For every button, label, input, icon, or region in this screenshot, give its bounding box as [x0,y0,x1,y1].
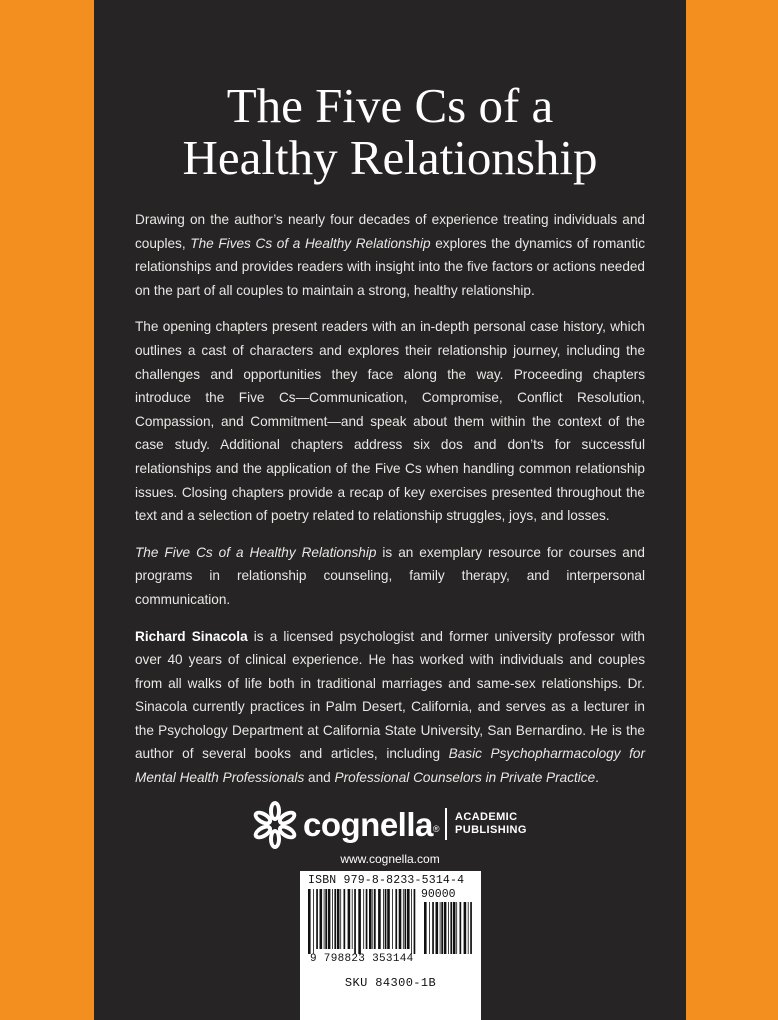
barcode-bar [444,902,447,954]
barcode-bar [448,902,449,954]
book-reference-1: Basic Psychopharmacology for Mental Health Professionals [135,746,645,786]
author-bio: Richard Sinacola is a licensed psychologist and former university professor with over 40 years of clinical experience. He has worked with individuals and couples from all walks of life both in traditional marriages and same-sex relationships. Dr. Sinacola currently practices in Palm Desert, California, and serves as a lecturer in the Psychology Department at California State University, San Bernardino. He is the author of several books and articles, including Basic Psychopharmacology for Mental Health Professionals and Professional Counselors in Private Practice. [135,628,645,786]
author-name: Richard Sinacola [135,628,248,644]
barcode-bar [344,889,346,949]
barcode-bar [414,889,416,954]
description-paragraph-3: The Five Cs of a Healthy Relationship is an exemplary resource for courses and programs in relationship counseling, family therapy, and interpersonal communication. [135,544,645,607]
book-title-line-2: Healthy Relationship [182,130,598,185]
barcode-bar [348,889,351,949]
barcode-bar [468,902,469,954]
sku-label: SKU 84300-1B [344,976,437,990]
barcode-bar [334,889,336,949]
barcode-bar [411,889,412,954]
price-barcode [424,902,472,954]
barcode-number: 9 798823 353144 [310,953,414,965]
barcode-bar [372,889,373,949]
book-description [135,208,645,790]
barcode-bar [340,889,341,949]
publisher-name: cognella® [303,806,440,843]
barcode-bar [395,889,397,949]
publisher-tagline: ACADEMIC PUBLISHING [455,811,527,836]
barcode-bar [441,902,443,954]
barcode-bar [470,902,472,954]
barcode-bar [363,889,364,949]
description-paragraph-2: The opening chapters present readers with an in-depth personal case history, which outlines a cast of characters and explores their relationship journey, including the challenges and opportunities they face along the way. Proceeding chapters introduce the Five Cs—Communication, Compromise, Conflict Resolution, Compassion, and Commitment—and speak about them within the context of the case study. Additional chapters address six dos and don’ts for successful relationships and the application of the Five Cs when handling common relationship issues. Closing chapters provide a recap of key exercises presented throughout the text and a selection of poetry related to relationship struggles, joys, and losses. [135,319,645,524]
cognella-flower-icon [250,800,300,850]
barcode-bar [407,889,410,949]
publisher-logo [250,800,550,850]
barcode-bar [450,902,452,954]
book-reference-2: Professional Counselors in Private Practice [334,770,596,786]
price-code: 90000 [421,888,456,901]
barcode-bar [369,889,372,949]
barcode-bar [366,889,368,949]
barcode-bar [328,889,331,949]
publisher-divider [445,808,447,840]
book-title [94,80,686,184]
barcode-bar [392,889,393,949]
barcode-bar [352,889,353,949]
book-title-italic: The Fives Cs of a Healthy Relationship [190,235,431,251]
barcode-bar [436,902,439,954]
barcode-bar [399,889,402,949]
barcode-bar [383,889,384,949]
publisher-website: www.cognella.com [340,852,440,866]
barcode-bar [440,902,441,954]
barcode-bar [424,902,427,954]
barcode-bar [385,889,387,949]
barcode-bar [316,889,318,949]
trademark-symbol: ® [432,824,440,834]
barcode-bar [332,889,333,949]
barcode-bar [354,889,356,954]
barcode-bar [387,889,390,949]
book-title-italic: The Five Cs of a Healthy Relationship [135,544,377,560]
barcode-bar [403,889,404,949]
barcode-bar [325,889,327,949]
barcode-box [300,871,481,1020]
book-title-line-1: The Five Cs of a [226,78,554,133]
isbn-barcode [308,889,416,954]
barcode-bar [378,889,381,949]
barcode-bar [464,902,467,954]
barcode-bar [313,889,314,954]
isbn-label: ISBN 979-8-8233-5314-4 [308,874,465,887]
barcode-bar [456,902,457,954]
barcode-bar [320,889,323,949]
barcode-bar [358,889,361,954]
barcode-bar [308,889,311,954]
barcode-bar [460,902,462,954]
barcode-bar [337,889,340,949]
barcode-bar [405,889,407,949]
barcode-bar [374,889,376,949]
barcode-bar [324,889,325,949]
description-paragraph-1: Drawing on the author’s nearly four decades of experience treating individuals and couples, The Fives Cs of a Healthy Relationship explores the dynamics of romantic relationships and provides readers with insight into the five factors or actions needed on the part of all couples to maintain a strong, healthy relationship. [135,212,645,298]
barcode-bar [429,902,430,954]
barcode-bar [453,902,456,954]
barcode-bar [432,902,434,954]
